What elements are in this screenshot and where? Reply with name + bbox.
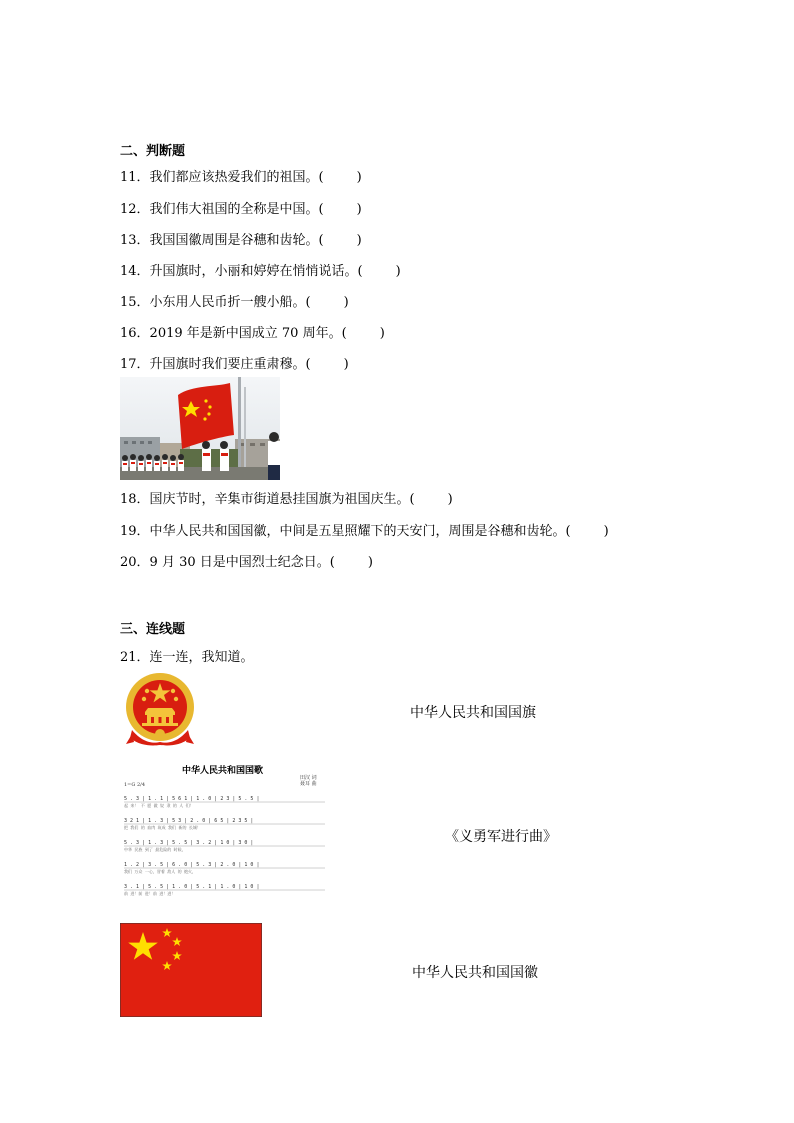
- svg-text:3 2 1 | 1 . 3 | 5 3 | 2 . 0 |: 3 2 1 | 1 . 3 | 5 3 | 2 . 0 | 6 5 | 2 3 5 |: [124, 818, 254, 824]
- svg-text:我们 万众 一心，冒着 敌人 的 炮火，: 我们 万众 一心，冒着 敌人 的 炮火，: [124, 869, 197, 874]
- svg-text:起 来！ 不 愿 做 奴 隶 的 人 们！: 起 来！ 不 愿 做 奴 隶 的 人 们！: [124, 803, 194, 808]
- svg-text:5 . 3 | 1 . 1 | 5 6 1 | 1 . 0: 5 . 3 | 1 . 1 | 5 6 1 | 1 . 0 | 2 3 | 5 . 5 |: [124, 796, 260, 802]
- question-14: 14．升国旗时，小丽和婷婷在悄悄说话。( ): [120, 264, 401, 279]
- section-heading-matching: 三、连线题: [120, 622, 186, 637]
- match-label-national-emblem: 中华人民共和国国徽: [412, 965, 538, 981]
- svg-text:3 . 1 | 5 . 5 | 1 . 0 | 5 . 1: 3 . 1 | 5 . 5 | 1 . 0 | 5 . 1 | 1 . 0 | 1 0 |: [124, 884, 260, 890]
- match-label-anthem: 《义勇军进行曲》: [445, 829, 557, 845]
- svg-text:把 我们 的 血肉 筑成 我们 新的 长城！: 把 我们 的 血肉 筑成 我们 新的 长城！: [124, 825, 201, 830]
- anthem-key-signature: 1=G 2/4: [124, 782, 146, 788]
- anthem-sheet-title: 中华人民共和国国歌: [182, 766, 264, 776]
- anthem-lyricist: 田汉 词: [300, 775, 317, 781]
- national-emblem-image: [124, 672, 196, 746]
- anthem-composer: 聂耳 曲: [300, 781, 317, 787]
- question-18: 18．国庆节时，辛集市街道悬挂国旗为祖国庆生。( ): [120, 492, 453, 507]
- svg-text:5 . 3 | 1 . 3 | 5 . 5 | 3 . 2: 5 . 3 | 1 . 3 | 5 . 5 | 3 . 2 | 1 0 | 3 0 |: [124, 840, 254, 846]
- anthem-sheet-music-image: [120, 760, 332, 900]
- question-11: 11．我们都应该热爱我们的祖国。( ): [120, 170, 362, 185]
- svg-text:1 . 2 | 3 . 5 | 6 . 0 | 5 . 3: 1 . 2 | 3 . 5 | 6 . 0 | 5 . 3 | 2 . 0 | 1 0 |: [124, 862, 260, 868]
- question-12: 12．我们伟大祖国的全称是中国。( ): [120, 202, 362, 217]
- match-label-national-flag: 中华人民共和国国旗: [410, 705, 536, 721]
- question-13: 13．我国国徽周围是谷穗和齿轮。( ): [120, 233, 362, 248]
- section-heading-judgement: 二、判断题: [120, 144, 186, 159]
- question-17: 17．升国旗时我们要庄重肃穆。( ): [120, 357, 349, 372]
- flag-raising-photo: [120, 377, 280, 480]
- national-flag-image: [120, 923, 262, 1017]
- question-21: 21．连一连，我知道。: [120, 650, 254, 665]
- svg-text:前 进！前 进！前 进！进！: 前 进！前 进！前 进！进！: [124, 891, 176, 896]
- question-15: 15．小东用人民币折一艘小船。( ): [120, 295, 349, 310]
- question-16: 16．2019 年是新中国成立 70 周年。( ): [120, 326, 385, 341]
- question-20: 20．9 月 30 日是中国烈士纪念日。( ): [120, 555, 373, 570]
- svg-text:中华 民族 到了 最危险的 时候，: 中华 民族 到了 最危险的 时候，: [124, 847, 186, 852]
- question-19: 19．中华人民共和国国徽，中间是五星照耀下的天安门，周围是谷穗和齿轮。( ): [120, 524, 609, 539]
